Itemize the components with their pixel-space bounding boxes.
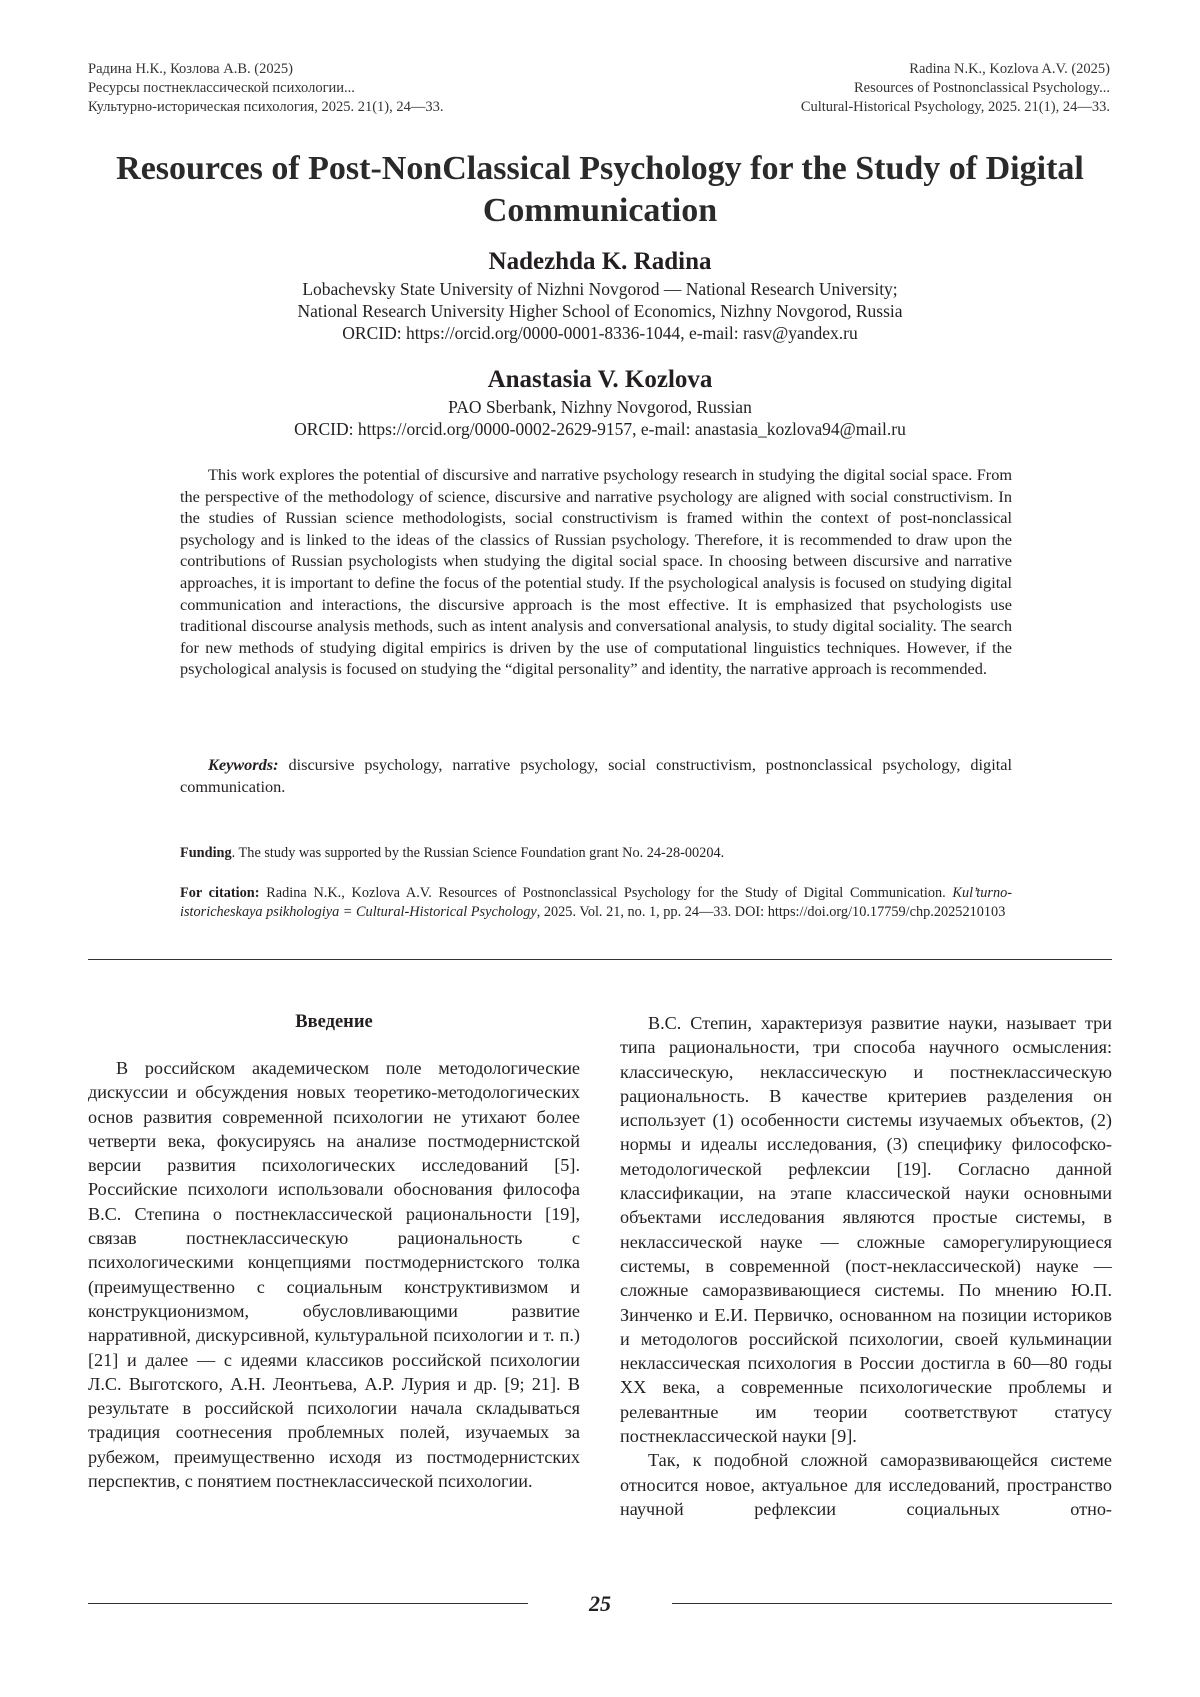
abstract: This work explores the potential of discursive and narrative psychology research in studying the digital social space. From the perspective of the methodology of science, discursive and narrative psychology are aligned with social constructivism. In the studies of Russian science methodologists, social constructivism is framed within the context of post-nonclassical psychology and is linked to the ideas of the classics of Russian psychology. Therefore, it is recommended to draw upon the contributions of Russian psychologists when studying the digital social space. In choosing between discursive and narrative approaches, it is important to define the focus of the potential study. If the psychological analysis is focused on studying digital communication and interactions, the discursive approach is the most effective. It is emphasized that psychologists use traditional discourse analysis methods, such as intent analysis and conversational analysis, to study digital sociality. The search for new methods of studying digital empirics is driven by the use of computational linguistics techniques. However, if the psychological analysis is focused on studying the “digital personality” and identity, the narrative approach is recommended.	[180, 464, 1012, 680]
author-block-1	[100, 246, 1100, 344]
funding-label: Funding	[180, 845, 232, 861]
author-name: Nadezhda K. Radina	[100, 246, 1100, 278]
header-authors-en: Radina N.K., Kozlova A.V. (2025)	[801, 60, 1110, 79]
footer-rule-left	[88, 1603, 528, 1604]
footer-rule-right	[672, 1603, 1112, 1604]
citation-label: For citation:	[180, 885, 260, 901]
citation-details: , 2025. Vol. 21, no. 1, pp. 24—33. DOI: https://doi.org/10.17759/chp.2025210103	[537, 904, 1006, 920]
paragraph: Так, к подобной сложной саморазвивающейся системе относится новое, актуальное для исследований, пространство научной рефлексии социальных отно-	[620, 1448, 1112, 1521]
keywords	[180, 754, 1012, 797]
citation-journal: Kul’turno-istoricheskaya psikhologiya = Cultural-Historical Psychology	[180, 885, 1012, 920]
header-journal-en: Cultural-Historical Psychology, 2025. 21(1), 24—33.	[801, 98, 1110, 117]
author-name: Anastasia V. Kozlova	[100, 364, 1100, 396]
keywords-text: discursive psychology, narrative psychology, social constructivism, postnonclassical psychology, digital communication.	[180, 755, 1012, 796]
header-authors-ru: Радина Н.К., Козлова А.В. (2025)	[88, 60, 444, 79]
divider	[88, 959, 1112, 960]
author-orcid-email: ORCID: https://orcid.org/0000-0001-8336-1044, e-mail: rasv@yandex.ru	[100, 322, 1100, 344]
keywords-label: Keywords:	[208, 755, 279, 774]
right-column	[620, 1011, 1112, 1521]
funding-text: . The study was supported by the Russian Science Foundation grant No. 24-28-00204.	[232, 845, 725, 861]
author-block-2	[100, 364, 1100, 440]
citation-text: Radina N.K., Kozlova A.V. Resources of Postnonclassical Psychology for the Study of Digital Communication.	[260, 885, 953, 901]
page-number: 25	[560, 1591, 640, 1617]
citation	[180, 884, 1012, 921]
running-header-right	[801, 60, 1110, 117]
author-affiliation: Lobachevsky State University of Nizhni Novgorod — National Research University;	[100, 278, 1100, 300]
section-heading: Введение	[88, 1010, 580, 1034]
paragraph: В российском академическом поле методологические дискуссии и обсуждения новых теоретико-методологических основ развития современной психологии не утихают более четверти века, фокусируясь на анализе постмодернистской версии развития психологических исследований [5]. Российские психологи использовали обоснования философа В.С. Степина о постнеклассической рациональности [19], связав постнеклассическую рациональность с психологическими концепциями постмодернистского толка (преимущественно с социальным конструктивизмом и конструкционизмом, обусловливающими развитие нарративной, дискурсивной, культуральной психологии и т. п.) [21] и далее — с идеями классиков российской психологии Л.С. Выготского, А.Н. Леонтьева, А.Р. Лурия и др. [9; 21]. В результате в российской психологии начала складываться традиция соотнесения проблемных полей, изучаемых за рубежом, преимущественно исходя из постмодернистских перспектив, с понятием постнеклассической психологии.	[88, 1056, 580, 1493]
paragraph: В.С. Степин, характеризуя развитие науки, называет три типа рациональности, три способа научного осмысления: классическую, неклассическую и постнеклассическую рациональность. В качестве критериев разделения он использует (1) особенности системы изучаемых объектов, (2) нормы и идеалы исследования, (3) специфику философско-методологической рефлексии [19]. Согласно данной классификации, на этапе классической науки основными объектами исследования являются простые системы, в неклассической науке — сложные саморегулирующиеся системы, в современной (пост-неклассической) науке — сложные саморазвивающиеся системы. По мнению Ю.П. Зинченко и Е.И. Первичко, основанном на позиции историков и методологов российской психологии, своей кульминации неклассическая психология в России достигла в 60—80 годы XX века, а современные психологические проблемы и релевантные им теории соответствуют статусу постнеклассической науки [9].	[620, 1011, 1112, 1448]
funding	[180, 844, 1012, 863]
author-affiliation: PAO Sberbank, Nizhny Novgorod, Russian	[100, 396, 1100, 418]
author-affiliation: National Research University Higher School of Economics, Nizhny Novgorod, Russia	[100, 300, 1100, 322]
running-header-left	[88, 60, 444, 117]
header-title-ru: Ресурсы постнеклассической психологии...	[88, 79, 444, 98]
header-journal-ru: Культурно-историческая психология, 2025. 21(1), 24—33.	[88, 98, 444, 117]
left-column	[88, 1010, 580, 1493]
header-title-en: Resources of Postnonclassical Psychology...	[801, 79, 1110, 98]
author-orcid-email: ORCID: https://orcid.org/0000-0002-2629-9157, e-mail: anastasia_kozlova94@mail.ru	[100, 418, 1100, 440]
article-title: Resources of Post-NonClassical Psychology for the Study of Digital Communication	[100, 148, 1100, 232]
